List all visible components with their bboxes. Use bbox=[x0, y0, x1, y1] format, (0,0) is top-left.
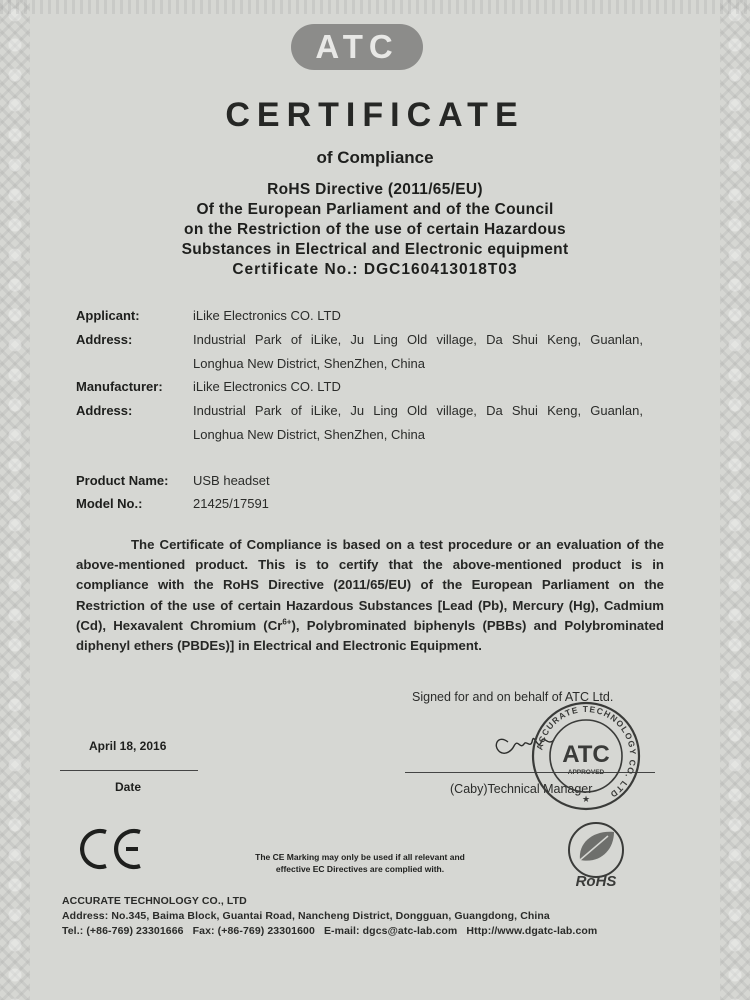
restriction-line: on the Restriction of the use of certain Hazardous bbox=[184, 221, 566, 238]
model-number-label: Model No.: bbox=[76, 496, 143, 511]
product-name-label: Product Name: bbox=[76, 473, 169, 488]
footer-company-name: ACCURATE TECHNOLOGY CO., LTD bbox=[62, 895, 247, 907]
footer-contacts: Tel.: (+86-769) 23301666 Fax: (+86-769) 23301600 E-mail: dgcs@atc-lab.com Http://www.dgatc-lab.com bbox=[62, 925, 598, 937]
ce-note-line2: effective EC Directives are complied with. bbox=[275, 864, 445, 874]
rohs-leaf-logo bbox=[556, 820, 636, 890]
signed-on-behalf-text: Signed for and on behalf of ATC Ltd. bbox=[412, 690, 614, 704]
statement-superscript: 6+ bbox=[282, 617, 292, 627]
stamp-approved-text: APPROVED bbox=[567, 769, 605, 776]
applicant-label: Applicant: bbox=[76, 308, 140, 323]
statement-text-b: ), Polybrominated biphenyls (PBBs) and Polybrominated diphenyl ethers (PBDEs)] in Electrical and Electronic Equipment. bbox=[76, 617, 664, 654]
technical-manager-label: (Caby)Technical Manager bbox=[450, 782, 593, 796]
substances-line: Substances in Electrical and Electronic equipment bbox=[181, 241, 569, 258]
atc-approved-stamp bbox=[530, 700, 642, 812]
certificate-number: Certificate No.: DGC160413018T03 bbox=[232, 261, 518, 278]
rohs-logo-text: RoHS bbox=[575, 873, 617, 890]
address-value-line1: Industrial Park of iLike, Ju Ling Old village, Da Shui Keng, Guanlan, bbox=[193, 332, 643, 347]
manufacturer-address-line1: Industrial Park of iLike, Ju Ling Old village, Da Shui Keng, Guanlan, bbox=[193, 403, 643, 418]
certificate-subtitle: of Compliance bbox=[316, 148, 434, 167]
model-number-value: 21425/17591 bbox=[193, 496, 269, 511]
date-value: April 18, 2016 bbox=[89, 739, 167, 753]
stamp-ring-text: ACCURATE TECHNOLOGY CO. LTD bbox=[534, 703, 639, 801]
stamp-center-text: ATC bbox=[562, 741, 610, 768]
date-underline bbox=[60, 770, 198, 771]
applicant-value: iLike Electronics CO. LTD bbox=[193, 308, 341, 323]
manufacturer-address-line2: Longhua New District, ShenZhen, China bbox=[193, 427, 425, 442]
product-name-value: USB headset bbox=[193, 473, 270, 488]
manufacturer-label: Manufacturer: bbox=[76, 379, 163, 394]
footer-address: Address: No.345, Baima Block, Guantai Road, Nancheng District, Dongguan, Guangdong, China bbox=[62, 910, 550, 922]
top-guilloche-border bbox=[0, 0, 750, 14]
ce-marking-note bbox=[205, 851, 515, 875]
address-label: Address: bbox=[76, 332, 133, 347]
stamp-star-icon: ★ bbox=[581, 795, 591, 805]
compliance-statement bbox=[76, 535, 664, 656]
directive-line: RoHS Directive (2011/65/EU) bbox=[267, 181, 483, 198]
parliament-line: Of the European Parliament and of the Council bbox=[196, 201, 554, 218]
ce-note-line1: The CE Marking may only be used if all relevant and bbox=[255, 852, 465, 862]
manufacturer-value: iLike Electronics CO. LTD bbox=[193, 379, 341, 394]
date-label: Date bbox=[115, 780, 142, 794]
atc-logo-text: ATC bbox=[315, 28, 399, 65]
address-value-line2: Longhua New District, ShenZhen, China bbox=[193, 356, 425, 371]
atc-logo bbox=[291, 24, 423, 70]
manufacturer-address-label: Address: bbox=[76, 403, 133, 418]
ce-mark-icon bbox=[80, 826, 146, 872]
certificate-title: CERTIFICATE bbox=[225, 96, 525, 134]
statement-text-a: The Certificate of Compliance is based on a test procedure or an evaluation of the above-mentioned product. This is to certify that the above-mentioned product is in compliance with the RoHS Directive (2011/65/EU) of the European Parliament on the Restriction of the use of certain Hazardous Substances [Lead (Pb), Mercury (Hg), Cadmium (Cd), Hexavalent Chromium (Cr bbox=[76, 537, 664, 633]
